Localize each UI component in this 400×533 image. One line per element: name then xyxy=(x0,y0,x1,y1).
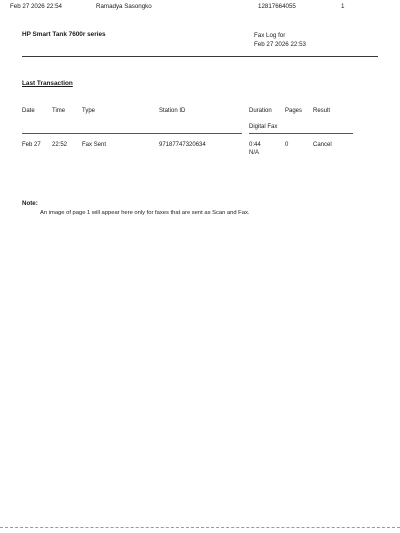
column-result: Result xyxy=(313,108,331,114)
printer-model: HP Smart Tank 7600r series xyxy=(22,31,106,38)
row-duration-sub: N/A xyxy=(249,150,260,156)
column-station-id: Station ID xyxy=(159,108,186,114)
header-page-number: 1 xyxy=(341,3,345,10)
row-pages: 0 xyxy=(285,142,289,148)
row-type: Fax Sent xyxy=(82,142,107,148)
column-type: Type xyxy=(82,108,96,114)
row-date: Feb 27 xyxy=(22,142,41,148)
column-duration: Duration xyxy=(249,108,272,114)
row-station-id: 97187747320634 xyxy=(159,142,206,148)
row-duration: 0:44 xyxy=(249,142,261,148)
page-bottom-rule xyxy=(0,527,400,528)
header-datetime: Feb 27 2026 22:54 xyxy=(10,3,62,10)
fax-log-title xyxy=(254,31,306,49)
digital-fax-subheading: Digital Fax xyxy=(249,124,278,130)
note-text: An image of page 1 will appear here only for faxes that are sent as Scan and Fax. xyxy=(40,210,250,216)
column-time: Time xyxy=(52,108,66,114)
row-time: 22:52 xyxy=(52,142,68,148)
fax-log-generated: Feb 27 2026 22:53 xyxy=(254,41,306,48)
column-date: Date xyxy=(22,108,35,114)
column-pages: Pages xyxy=(285,108,303,114)
header-sender: Ramadya Sasongko xyxy=(96,3,152,10)
table-rule-right xyxy=(249,133,353,134)
header-fax-number: 12817664055 xyxy=(258,3,296,10)
table-rule-left xyxy=(22,133,242,134)
fax-log-heading: Fax Log for xyxy=(254,32,286,39)
row-result: Cancel xyxy=(313,142,332,148)
section-title: Last Transaction xyxy=(22,80,73,87)
note-label: Note: xyxy=(22,200,38,207)
header-divider xyxy=(22,56,378,57)
